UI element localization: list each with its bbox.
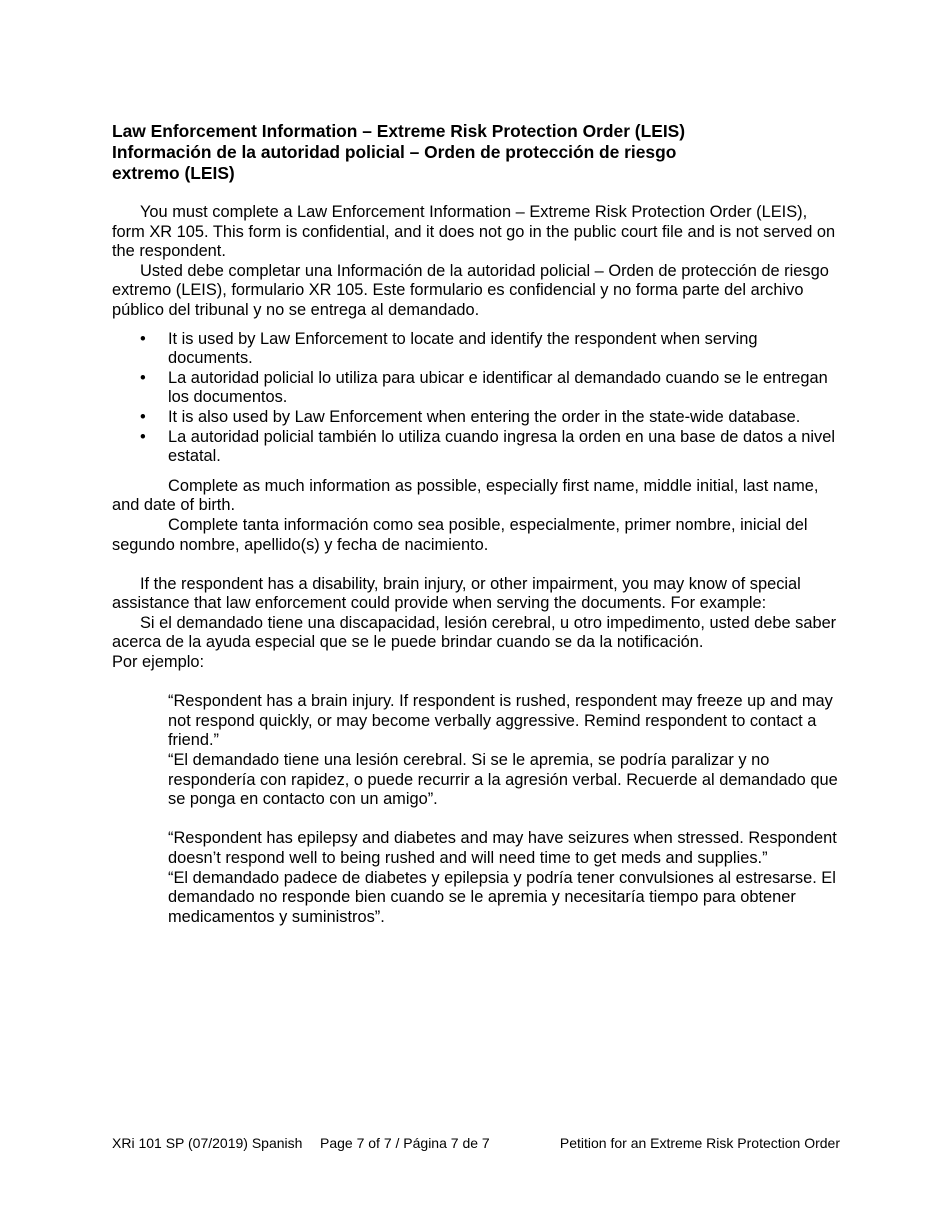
bullet-item: • It is used by Law Enforcement to locate and identify the respondent when serving documents. xyxy=(168,330,842,369)
usage-bullet-list xyxy=(112,330,842,467)
bullet-item: • It is also used by Law Enforcement when entering the order in the state-wide database. xyxy=(168,408,842,428)
bullet-item: • La autoridad policial también lo utiliza cuando ingresa la orden en una base de datos a nivel estatal. xyxy=(168,428,842,467)
heading-english: Law Enforcement Information – Extreme Risk Protection Order (LEIS) xyxy=(112,121,686,141)
intro-spanish: Usted debe completar una Información de la autoridad policial – Orden de protección de riesgo extremo (LEIS), formulario XR 105. Este formulario es confidencial y no forma parte del archivo público del tribunal y no se entrega al demandado. xyxy=(112,261,829,319)
bullet-item: • La autoridad policial lo utiliza para ubicar e identificar al demandado cuando se le entregan los documentos. xyxy=(168,369,842,408)
disability-spanish-example-label: Por ejemplo: xyxy=(112,653,205,672)
complete-info-spanish: Complete tanta información como sea posible, especialmente, primer nombre, inicial del segundo nombre, apellido(s) y fecha de nacimiento. xyxy=(112,515,808,554)
intro-english: You must complete a Law Enforcement Information – Extreme Risk Protection Order (LEIS), form XR 105. This form is confidential, and it does not go in the public court file and is not served on the respondent. xyxy=(112,203,836,261)
disability-english: If the respondent has a disability, brain injury, or other impairment, you may know of special assistance that law enforcement could provide when serving the documents. For example: xyxy=(112,574,801,613)
complete-info-english: Complete as much information as possible, especially first name, middle initial, last name, and date of birth. xyxy=(112,476,819,515)
footer-form-title: Petition for an Extreme Risk Protection Order xyxy=(559,1135,840,1151)
example-quote-1 xyxy=(168,692,842,810)
example-2-spanish: “El demandado padece de diabetes y epilepsia y podría tener convulsiones al estresarse. El demandado no responde bien cuando se le apremia y necesitaría tiempo para obtener medicamentos y suministros”. xyxy=(168,868,836,926)
example-2-english: “Respondent has epilepsy and diabetes and may have seizures when stressed. Respondent doesn’t respond well to being rushed and will need time to get meds and supplies.” xyxy=(168,829,837,867)
example-quote-2 xyxy=(168,829,842,927)
example-1-spanish: “El demandado tiene una lesión cerebral. Si se le apremia, se podría paralizar y no respondería con rapidez, o puede recurrir a la agresión verbal. Recuerde al demandado que se ponga en contacto con un amigo”. xyxy=(168,751,838,809)
footer-form-id: XRi 101 SP (07/2019) Spanish xyxy=(112,1135,303,1151)
document-page xyxy=(112,121,842,927)
heading-spanish: Información de la autoridad policial – Orden de protección de riesgo extremo (LEIS) xyxy=(112,142,677,183)
disability-spanish: Si el demandado tiene una discapacidad, lesión cerebral, u otro impedimento, usted debe saber acerca de la ayuda especial que se le puede brindar cuando se da la notificación. xyxy=(112,613,837,652)
footer-page-number: Page 7 of 7 / Página 7 de 7 xyxy=(320,1135,490,1151)
example-1-english: “Respondent has a brain injury. If respondent is rushed, respondent may freeze up and may not respond quickly, or may become verbally aggressive. Remind respondent to contact a friend.” xyxy=(168,692,833,750)
section-heading xyxy=(112,121,842,184)
